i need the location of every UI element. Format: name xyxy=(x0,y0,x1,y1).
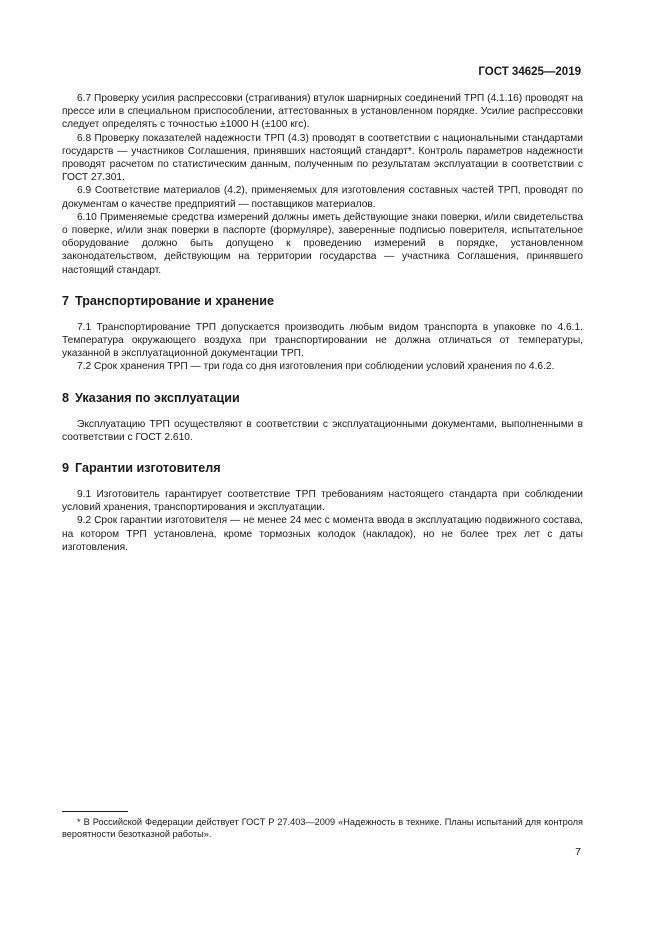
paragraph-9-2: 9.2 Срок гарантии изготовителя — не менее 24 мес с момента ввода в эксплуатацию подвижного состава, на котором ТРП установлена, кроме тормозных колодок (накладок), но не более трех лет с даты изготовления. xyxy=(62,515,583,553)
page-body xyxy=(62,92,583,554)
section-7-title: Транспортирование и хранение xyxy=(75,293,274,308)
section-8-number: 8 xyxy=(62,390,70,405)
footnote-divider xyxy=(62,811,128,812)
paragraph-8: Эксплуатацию ТРП осуществляют в соответствии с эксплуатационными документами, выполненными в соответствии с ГОСТ 2.610. xyxy=(62,418,583,443)
paragraph-6-10: 6.10 Применяемые средства измерений должны иметь действующие знаки поверки, и/или свидетельства о поверке, и/или знак поверки в паспорте (формуляре), заверенные подписью поверителя, испытательное оборудование должно быть допущено к проведению измерений в порядке, установленном законодательством, действующим на территории государства — участника Соглашения, принявшего настоящий стандарт. xyxy=(62,211,583,276)
section-9-number: 9 xyxy=(62,461,70,476)
section-9-title: Гарантии изготовителя xyxy=(75,461,221,476)
section-9-heading xyxy=(62,460,583,476)
paragraph-6-8: 6.8 Проверку показателей надежности ТРП (4.3) проводят в соответствии с национальными стандартами государств — участников Соглашения, принявших настоящий стандарт*. Контроль параметров надежности проводят расчетом по статистическим данным, полученным по результатам эксплуатации в соответствии с ГОСТ 27.301. xyxy=(62,132,583,184)
paragraph-6-7: 6.7 Проверку усилия распрессовки (страгивания) втулок шарнирных соединений ТРП (4.1.16) проводят на прессе или в специальном приспособлении, аттестованных в установленном порядке. Усилие распрессовки следует определять с точностью ±1000 Н (±100 кгс). xyxy=(62,93,583,131)
paragraph-6-9: 6.9 Соответствие материалов (4.2), применяемых для изготовления составных частей ТРП, проводят по документам о качестве предприятий — поставщиков материалов. xyxy=(62,185,583,210)
paragraph-7-2: 7.2 Срок хранения ТРП — три года со дня изготовления при соблюдении условий хранения по 4.6.2. xyxy=(77,361,555,373)
section-8-heading xyxy=(62,390,583,406)
section-8-title: Указания по эксплуатации xyxy=(75,390,240,405)
footnote-text: * В Российской Федерации действует ГОСТ Р 27.403—2009 «Надежность в технике. Планы испытаний для контроля вероятности безотказной работы». xyxy=(62,817,583,839)
page-number: 7 xyxy=(575,846,581,858)
section-7-heading xyxy=(62,293,583,309)
section-7-number: 7 xyxy=(62,293,70,308)
document-header: ГОСТ 34625—2019 xyxy=(478,66,581,78)
footnote xyxy=(62,816,583,840)
paragraph-9-1: 9.1 Изготовитель гарантирует соответствие ТРП требованиям настоящего стандарта при соблюдении условий хранения, транспортирования и эксплуатации. xyxy=(62,489,583,514)
paragraph-7-1: 7.1 Транспортирование ТРП допускается производить любым видом транспорта в упаковке по 4.6.1. Температура окружающего воздуха при транспортировании не должна отличаться от температуры, указанной в эксплуатационной документации ТРП. xyxy=(62,321,583,360)
